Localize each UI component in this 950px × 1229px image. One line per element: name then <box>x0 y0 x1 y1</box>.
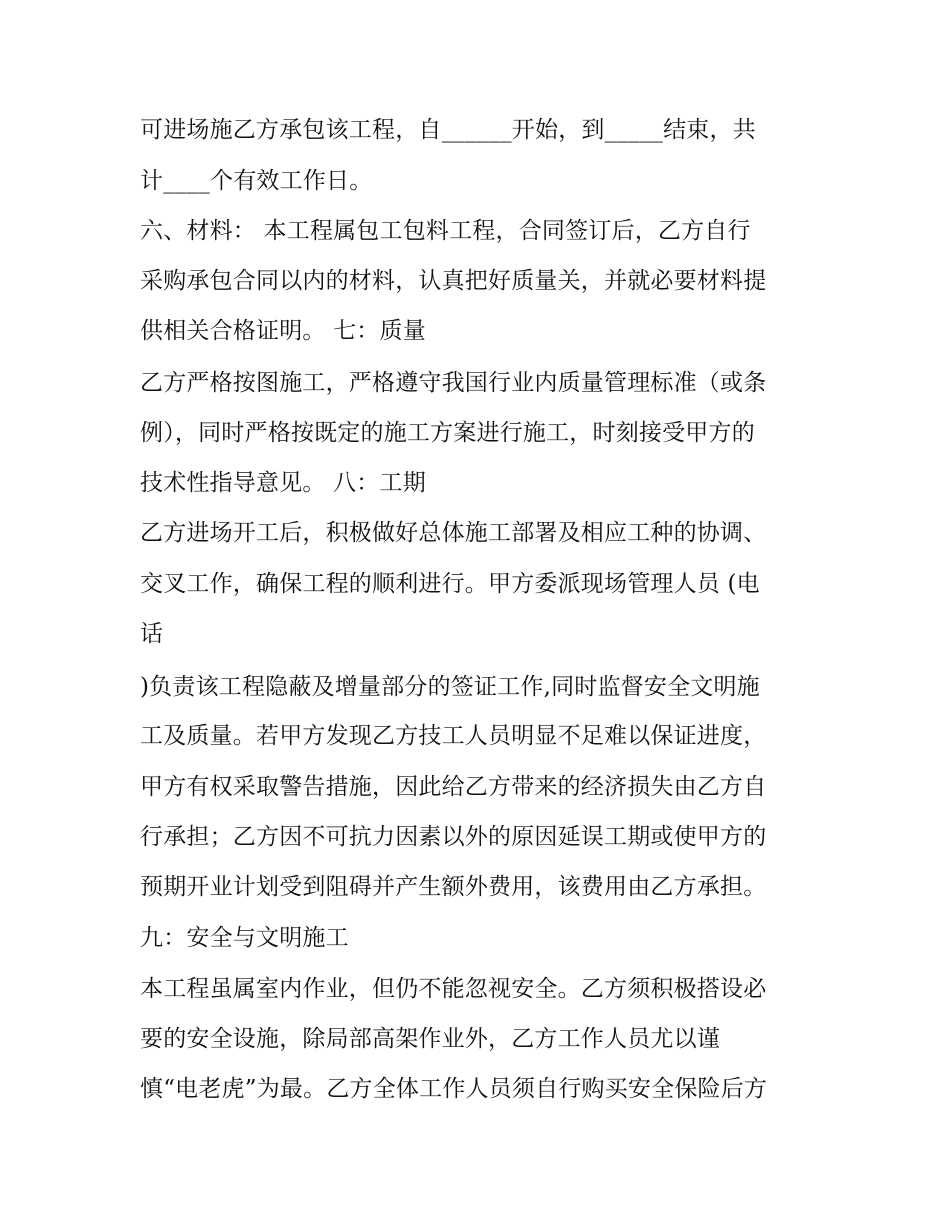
text-line: 技术性指导意见。 八：工期 <box>140 470 426 496</box>
text-line: 本工程虽属室内作业，但仍不能忽视安全。乙方须积极搭设必 <box>140 976 767 1002</box>
text-line: 工及质量。若甲方发现乙方技工人员明显不足难以保证进度， <box>140 723 767 749</box>
text-line: 乙方严格按图施工，严格遵守我国行业内质量管理标准（或条 <box>140 370 767 396</box>
text-line: 可进场施乙方承包该工程，自______开始，到_____结束，共 <box>140 117 756 143</box>
text-line: 例），同时严格按既定的施工方案进行施工，时刻接受甲方的 <box>140 420 755 446</box>
text-line: 供相关合格证明。 七：质量 <box>140 318 426 344</box>
text-line: 乙方进场开工后，积极做好总体施工部署及相应工种的协调、 <box>140 520 767 546</box>
text-line: 话 <box>140 621 164 647</box>
text-line: 行承担；乙方因不可抗力因素以外的原因延误工期或使甲方的 <box>140 824 767 850</box>
text-line: 要的安全设施，除局部高架作业外，乙方工作人员尤以谨 <box>140 1026 720 1052</box>
text-line: 采购承包合同以内的材料，认真把好质量关，并就必要材料提 <box>140 268 767 294</box>
text-line: 六、材料： 本工程属包工包料工程，合同签订后，乙方自行 <box>140 218 751 244</box>
text-line: 九：安全与文明施工 <box>140 925 349 951</box>
text-line: 预期开业计划受到阻碍并产生额外费用，该费用由乙方承担。 <box>140 874 767 900</box>
text-line: )负责该工程隐蔽及增量部分的签证工作,同时监督安全文明施 <box>140 674 760 700</box>
text-line: 交叉工作，确保工程的顺利进行。甲方委派现场管理人员 (电 <box>140 571 760 597</box>
text-line: 计____个有效工作日。 <box>140 168 373 194</box>
text-line: 慎“电老虎”为最。乙方全体工作人员须自行购买安全保险后方 <box>140 1076 768 1102</box>
text-line: 甲方有权采取警告措施，因此给乙方带来的经济损失由乙方自 <box>140 774 767 800</box>
